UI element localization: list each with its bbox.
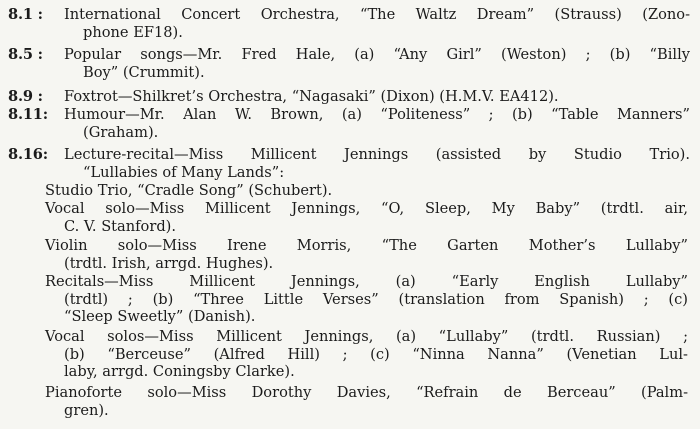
entry-time: 8.9 :: [8, 88, 43, 105]
entry-text: [64, 146, 690, 181]
entry-line: phone EF18).: [83, 23, 183, 41]
recital-item: [45, 200, 688, 235]
recital-line: C. V. Stanford).: [64, 217, 176, 235]
entry-text: [64, 6, 690, 41]
recital-line: (b) “Berceuse” (Alfred Hill) ; (c) “Ninna Nanna” (Venetian Lul-: [64, 345, 688, 363]
entry-line: Foxtrot—Shilkret’s Orchestra, “Nagasaki” (Dixon) (H.M.V. EA412).: [64, 88, 559, 105]
entry-time: 8.11:: [8, 106, 48, 123]
recital-item: [45, 237, 688, 272]
entry-time: 8.16:: [8, 146, 48, 163]
entry-line: Popular songs—Mr. Fred Hale, (a) “Any Girl” (Weston) ; (b) “Billy: [64, 46, 690, 63]
entry-line: International Concert Orchestra, “The Waltz Dream” (Strauss) (Zono-: [64, 6, 690, 23]
recital-line: Studio Trio, “Cradle Song” (Schubert).: [45, 182, 333, 199]
entry-line: “Lullabies of Many Lands”:: [83, 163, 285, 181]
recital-line: Pianoforte solo—Miss Dorothy Davies, “Refrain de Berceau” (Palm-: [45, 384, 688, 401]
recital-line: (trdtl. Irish, arrgd. Hughes).: [64, 254, 274, 272]
recital-line: Violin solo—Miss Irene Morris, “The Garten Mother’s Lullaby”: [45, 237, 688, 254]
recital-line: (trdtl) ; (b) “Three Little Verses” (translation from Spanish) ; (c): [64, 290, 688, 308]
recital-item: [45, 273, 688, 326]
recital-line: gren).: [64, 401, 109, 419]
recital-line: “Sleep Sweetly” (Danish).: [64, 308, 256, 326]
recital-item: [45, 182, 688, 200]
entry-line: (Graham).: [83, 123, 159, 141]
entry-text: [64, 88, 690, 106]
recital-line: Recitals—Miss Millicent Jennings, (a) “Early English Lullaby”: [45, 273, 688, 290]
entry-line: Boy” (Crummit).: [83, 63, 205, 81]
entry-text: [64, 106, 690, 141]
entry-line: Lecture-recital—Miss Millicent Jennings (assisted by Studio Trio).: [64, 146, 690, 163]
entry-time: 8.1 :: [8, 6, 43, 23]
recital-item: [45, 384, 688, 419]
recital-line: Vocal solo—Miss Millicent Jennings, “O, Sleep, My Baby” (trdtl. air,: [45, 200, 688, 217]
entry-line: Humour—Mr. Alan W. Brown, (a) “Politeness” ; (b) “Table Manners”: [64, 106, 690, 123]
entry-time: 8.5 :: [8, 46, 43, 63]
entry-text: [64, 46, 690, 81]
recital-line: laby, arrgd. Coningsby Clarke).: [64, 363, 295, 381]
recital-line: Vocal solos—Miss Millicent Jennings, (a) “Lullaby” (trdtl. Russian) ;: [45, 328, 688, 345]
recital-item: [45, 328, 688, 381]
